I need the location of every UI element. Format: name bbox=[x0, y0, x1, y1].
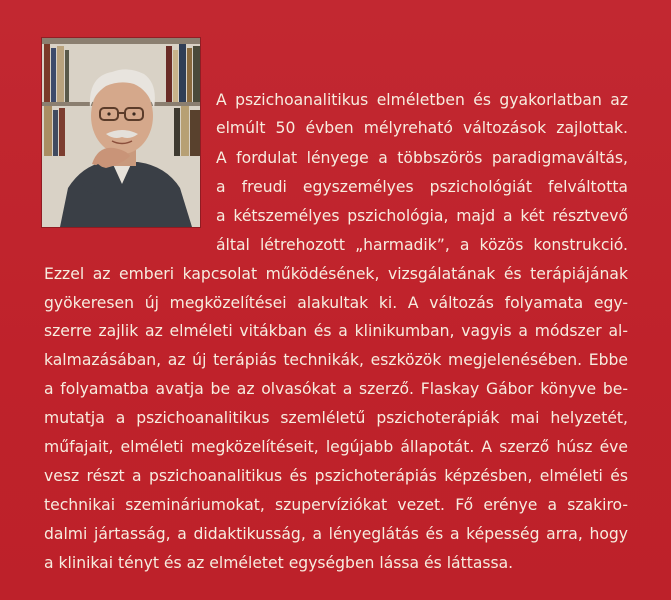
blurb-line: gyökeresen új megközelítései alakultak ki. A változás folyamata egy- bbox=[44, 294, 628, 312]
blurb-line: által létrehozott „harmadik”, a közös konstrukció. bbox=[216, 236, 628, 254]
blurb-line: a kétszemélyes pszichológia, majd a két résztvevő bbox=[216, 207, 628, 225]
blurb-line: a folyamatba avatja be az olvasókat a szerző. Flaskay Gábor könyve be- bbox=[44, 380, 628, 398]
blurb-line: műfajait, elméleti megközelítéseit, legújabb állapotát. A szerző húsz éve bbox=[44, 438, 628, 456]
blurb-line: a freudi egyszemélyes pszichológiát felváltotta bbox=[216, 178, 628, 196]
blurb-line: Ezzel az emberi kapcsolat működésének, vizsgálatának és terápiájának bbox=[44, 265, 628, 283]
blurb-line: A fordulat lényege a többszörös paradigmaváltás, bbox=[216, 149, 628, 167]
blurb-line: elmúlt 50 évben mélyreható változások zajlottak. bbox=[216, 119, 628, 137]
blurb-line: mutatja a pszichoanalitikus szemléletű pszichoterápiák mai helyzetét, bbox=[44, 409, 628, 427]
blurb-line: technikai szemináriumokat, szupervíziókat vezet. Fő erénye a szakiro- bbox=[44, 496, 628, 514]
blurb-line: dalmi jártasság, a didaktikusság, a lényeglátás és a képesség arra, hogy bbox=[44, 525, 628, 543]
blurb-line: vesz részt a pszichoanalitikus és pszichoterápiás képzésben, elméleti és bbox=[44, 467, 628, 485]
blurb-line: A pszichoanalitikus elméletben és gyakorlatban az bbox=[216, 91, 628, 109]
blurb-line: szerre zajlik az elméleti vitákban és a klinikumban, vagyis a módszer al- bbox=[44, 322, 628, 340]
author-portrait-image bbox=[42, 38, 200, 227]
author-photo bbox=[42, 38, 200, 227]
blurb-line: a klinikai tényt és az elméletet egységben lássa és láttassa. bbox=[44, 554, 514, 572]
blurb-line: kalmazásában, az új terápiás technikák, eszközök megjelenésében. Ebbe bbox=[44, 351, 628, 369]
